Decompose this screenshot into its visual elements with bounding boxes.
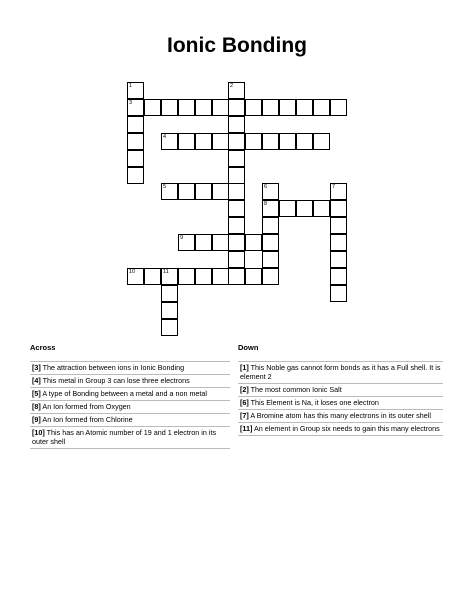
grid-cell[interactable] (178, 234, 195, 251)
clue-label: [9] (32, 415, 41, 424)
across-clues (30, 343, 230, 449)
grid-cell[interactable] (262, 251, 279, 268)
grid-cell[interactable] (195, 99, 212, 116)
grid-cell[interactable] (262, 99, 279, 116)
grid-cell[interactable] (296, 133, 313, 150)
grid-cell[interactable] (262, 133, 279, 150)
grid-cell[interactable] (330, 268, 347, 285)
grid-cell[interactable] (245, 234, 262, 251)
grid-cell[interactable] (245, 99, 262, 116)
across-clue (30, 375, 230, 388)
grid-cell[interactable] (262, 217, 279, 234)
grid-cell[interactable] (144, 268, 161, 285)
grid-cell[interactable] (127, 150, 144, 167)
clue-label: [10] (32, 428, 45, 437)
grid-cell[interactable] (228, 217, 245, 234)
grid-cell[interactable] (330, 99, 347, 116)
clue-number: 10 (129, 269, 136, 275)
down-clue-list (238, 361, 443, 436)
grid-cell[interactable] (212, 268, 229, 285)
down-clues (238, 343, 443, 436)
page-title: Ionic Bonding (167, 34, 307, 57)
grid-cell[interactable] (228, 200, 245, 217)
grid-cell[interactable] (127, 167, 144, 184)
grid-cell[interactable] (279, 133, 296, 150)
clue-number: 7 (332, 184, 336, 190)
grid-cell[interactable] (178, 183, 195, 200)
clue-label: [3] (32, 363, 41, 372)
grid-cell[interactable] (262, 234, 279, 251)
grid-cell[interactable] (330, 200, 347, 217)
clue-text: This Element is Na, it loses one electron (248, 398, 379, 407)
clue-label: [7] (240, 411, 249, 420)
grid-cell[interactable] (313, 133, 330, 150)
grid-cell[interactable] (127, 116, 144, 133)
clue-label: [5] (32, 389, 41, 398)
clue-text: This Noble gas cannot form bonds as it has a Full shell. It is element 2 (240, 363, 441, 381)
across-clue (30, 361, 230, 375)
grid-cell[interactable] (161, 183, 178, 200)
grid-cell[interactable] (161, 302, 178, 319)
grid-cell[interactable] (228, 183, 245, 200)
grid-cell[interactable] (228, 82, 245, 99)
grid-cell[interactable] (161, 133, 178, 150)
grid-cell[interactable] (195, 183, 212, 200)
grid-cell[interactable] (195, 133, 212, 150)
grid-cell[interactable] (228, 133, 245, 150)
grid-cell[interactable] (127, 82, 144, 99)
grid-cell[interactable] (296, 200, 313, 217)
clue-number: 1 (129, 83, 133, 89)
grid-cell[interactable] (212, 99, 229, 116)
grid-cell[interactable] (262, 183, 279, 200)
grid-cell[interactable] (228, 150, 245, 167)
grid-cell[interactable] (144, 99, 161, 116)
grid-cell[interactable] (330, 217, 347, 234)
grid-cell[interactable] (127, 99, 144, 116)
across-clue (30, 401, 230, 414)
clue-label: [8] (32, 402, 41, 411)
grid-cell[interactable] (178, 133, 195, 150)
clue-label: [2] (240, 385, 249, 394)
clue-text: An element in Group six needs to gain this many electrons (252, 424, 440, 433)
grid-cell[interactable] (161, 99, 178, 116)
grid-cell[interactable] (245, 268, 262, 285)
grid-cell[interactable] (228, 116, 245, 133)
across-clue (30, 388, 230, 401)
down-clue (238, 361, 443, 384)
down-clue (238, 410, 443, 423)
across-heading: Across (30, 343, 56, 352)
grid-cell[interactable] (279, 200, 296, 217)
grid-cell[interactable] (195, 234, 212, 251)
clue-text: The most common Ionic Salt (248, 385, 342, 394)
grid-cell[interactable] (228, 234, 245, 251)
grid-cell[interactable] (330, 234, 347, 251)
grid-cell[interactable] (330, 251, 347, 268)
clue-label: [11] (240, 424, 253, 433)
grid-cell[interactable] (296, 99, 313, 116)
clue-text: The attraction between ions in Ionic Bonding (40, 363, 185, 372)
clue-number: 4 (163, 134, 167, 140)
grid-cell[interactable] (245, 133, 262, 150)
grid-cell[interactable] (313, 99, 330, 116)
grid-cell[interactable] (161, 285, 178, 302)
clue-label: [4] (32, 376, 41, 385)
grid-cell[interactable] (127, 133, 144, 150)
down-clue (238, 384, 443, 397)
clue-number: 3 (129, 100, 133, 106)
clue-number: 8 (264, 201, 268, 207)
clue-label: [6] (240, 398, 249, 407)
down-heading: Down (238, 343, 259, 352)
grid-cell[interactable] (313, 200, 330, 217)
clue-text: This metal in Group 3 can lose three electrons (40, 376, 190, 385)
grid-cell[interactable] (212, 133, 229, 150)
grid-cell[interactable] (262, 268, 279, 285)
grid-cell[interactable] (161, 319, 178, 336)
grid-cell[interactable] (330, 285, 347, 302)
across-clue (30, 414, 230, 427)
clue-number: 6 (264, 184, 268, 190)
down-clue (238, 397, 443, 410)
grid-cell[interactable] (212, 183, 229, 200)
grid-cell[interactable] (127, 268, 144, 285)
grid-cell[interactable] (262, 200, 279, 217)
across-clue (30, 427, 230, 449)
clue-number: 9 (180, 235, 184, 241)
across-clue-list (30, 361, 230, 449)
down-clue (238, 423, 443, 436)
grid-cell[interactable] (330, 183, 347, 200)
grid-cell[interactable] (228, 251, 245, 268)
clue-text: An Ion formed from Oxygen (40, 402, 131, 411)
clue-text: An Ion formed from Chlorine (40, 415, 133, 424)
clue-text: This has an Atomic number of 19 and 1 electron in its outer shell (32, 428, 217, 446)
grid-cell[interactable] (178, 99, 195, 116)
grid-cell[interactable] (178, 268, 195, 285)
grid-cell[interactable] (228, 99, 245, 116)
grid-cell[interactable] (228, 167, 245, 184)
grid-cell[interactable] (195, 268, 212, 285)
clue-number: 2 (230, 83, 234, 89)
grid-cell[interactable] (212, 234, 229, 251)
grid-cell[interactable] (228, 268, 245, 285)
clue-text: A Bromine atom has this many electrons in its outer shell (248, 411, 431, 420)
clue-number: 5 (163, 184, 167, 190)
grid-cell[interactable] (161, 268, 178, 285)
clue-label: [1] (240, 363, 249, 372)
clue-number: 11 (163, 269, 169, 275)
clue-text: A type of Bonding between a metal and a non metal (40, 389, 208, 398)
grid-cell[interactable] (279, 99, 296, 116)
